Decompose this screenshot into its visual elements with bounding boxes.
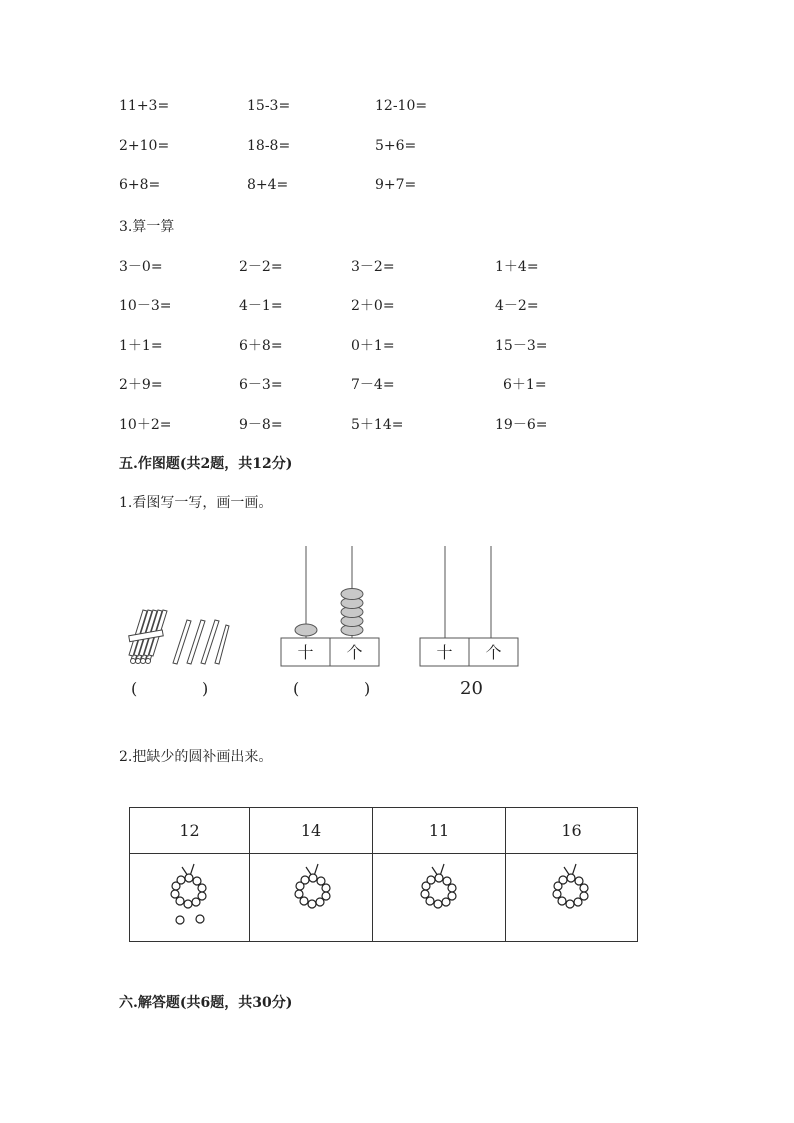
stick-bundle-illustration	[125, 605, 230, 667]
equation: 18-8=	[247, 138, 291, 154]
equation: 15-3=	[247, 98, 291, 114]
section-title-drawing: 五.作图题(共2题，共12分)	[119, 456, 293, 472]
equation: 8+4=	[247, 177, 289, 193]
equation: 7－4=	[351, 377, 395, 393]
bead-ring-drawing	[250, 854, 372, 937]
equation: 6－3=	[239, 377, 283, 393]
equation: 19－6=	[495, 417, 548, 433]
equation: 10＋2=	[119, 417, 172, 433]
equation: 5＋14=	[351, 417, 404, 433]
table-number-cell: 14	[250, 808, 373, 854]
answer-paren-close: )	[364, 679, 371, 698]
equation: 11+3=	[119, 98, 170, 114]
abacus-ones-label: 个	[485, 643, 502, 662]
equation: 2＋9=	[119, 377, 163, 393]
equation: 3－2=	[351, 259, 395, 275]
table-number-cell: 12	[130, 808, 250, 854]
abacus-ones-label: 个	[346, 643, 363, 662]
abacus-tens-label: 十	[436, 643, 453, 662]
question-2-prompt: 2.把缺少的圆补画出来。	[119, 749, 273, 765]
equation: 4－2=	[495, 298, 539, 314]
bead-cell	[506, 854, 638, 942]
equation: 1＋4=	[495, 259, 539, 275]
bead-ring-drawing	[373, 854, 505, 937]
table-number-cell: 16	[506, 808, 638, 854]
equation: 15－3=	[495, 338, 548, 354]
equation: 2+10=	[119, 138, 170, 154]
equation: 0＋1=	[351, 338, 395, 354]
equation: 9－8=	[239, 417, 283, 433]
equation: 2＋0=	[351, 298, 395, 314]
equation: 6＋8=	[239, 338, 283, 354]
answer-paren-open: (	[131, 679, 138, 698]
bead-ring-drawing	[130, 854, 249, 937]
abacus-number-20: 20	[460, 678, 483, 699]
bead-ring-drawing	[506, 854, 637, 937]
equation: 6+8=	[119, 177, 161, 193]
bead-circle-table	[129, 807, 638, 942]
section-title-answers: 六.解答题(共6题，共30分)	[119, 995, 293, 1011]
answer-paren-close: )	[202, 679, 209, 698]
equation: 1＋1=	[119, 338, 163, 354]
abacus-tens-label: 十	[297, 643, 314, 662]
equation: 6＋1=	[503, 377, 547, 393]
question-1-prompt: 1.看图写一写，画一画。	[119, 495, 273, 511]
bead-cell	[373, 854, 506, 942]
equation: 10－3=	[119, 298, 172, 314]
equation: 5+6=	[375, 138, 417, 154]
bead-cell	[130, 854, 250, 942]
equation: 4－1=	[239, 298, 283, 314]
bead-cell	[250, 854, 373, 942]
equation: 3－0=	[119, 259, 163, 275]
answer-paren-open: (	[293, 679, 300, 698]
equation: 2－2=	[239, 259, 283, 275]
equation: 9+7=	[375, 177, 417, 193]
table-number-cell: 11	[373, 808, 506, 854]
section-heading-calc: 3.算一算	[119, 219, 175, 235]
equation: 12-10=	[375, 98, 428, 114]
